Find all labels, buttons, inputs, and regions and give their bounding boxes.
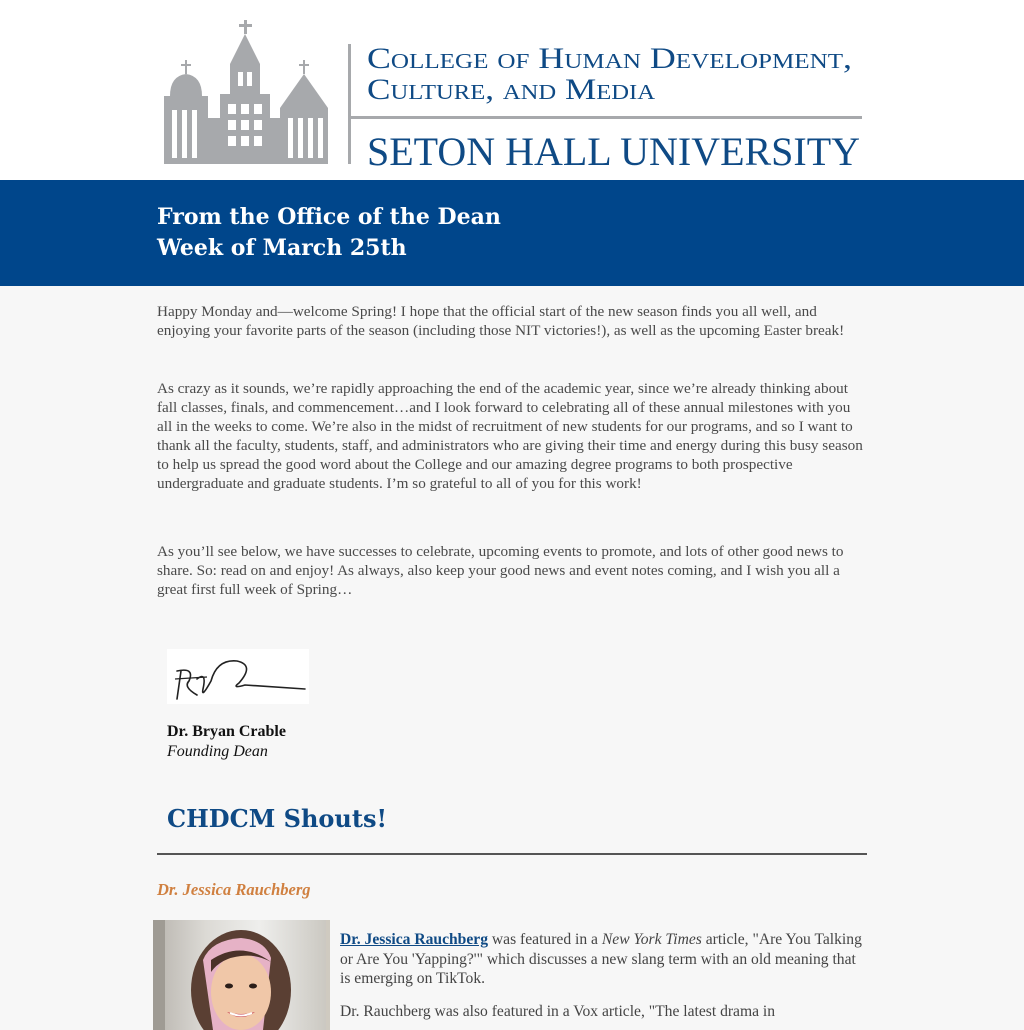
dean-name: Dr. Bryan Crable bbox=[167, 723, 286, 740]
portrait-icon bbox=[153, 920, 330, 1030]
publication-name: New York Times bbox=[601, 931, 702, 948]
university-logo bbox=[160, 18, 865, 168]
dean-banner bbox=[0, 180, 1024, 286]
banner-title: From the Office of the Dean bbox=[157, 204, 501, 230]
feature-person-name: Dr. Jessica Rauchberg bbox=[157, 880, 311, 899]
person-link[interactable]: Dr. Jessica Rauchberg bbox=[340, 931, 488, 948]
photo-border bbox=[326, 920, 330, 1030]
feature-photo bbox=[153, 920, 330, 1030]
signature-image bbox=[167, 649, 309, 704]
signature-icon bbox=[167, 649, 309, 704]
logo-divider-horizontal bbox=[351, 116, 862, 119]
university-name: SETON HALL UNIVERSITY bbox=[367, 129, 860, 168]
chapel-icon bbox=[164, 20, 328, 164]
feature-paragraph-2: Dr. Rauchberg was also featured in a Vox article, "The latest drama in bbox=[340, 1003, 776, 1020]
closing-paragraph: As you’ll see below, we have successes to celebrate, upcoming events to promote, and lots of other good news to share. So: read on and enjoy! As always, also keep your good news and event notes coming, and I wish you all a great first full week of Spring… bbox=[157, 543, 844, 598]
college-name-line1: College of Human Development, bbox=[367, 42, 852, 75]
section-heading: CHDCM Shouts! bbox=[167, 804, 387, 833]
section-divider bbox=[157, 853, 867, 855]
feature-paragraph: Dr. Jessica Rauchberg was featured in a New York Times article, "Are You Talking or Are You 'Yapping?'" which discusses a new slang term with an old meaning that is emerging on TikTok. bbox=[340, 931, 862, 987]
dean-title: Founding Dean bbox=[167, 743, 268, 760]
intro-paragraph: Happy Monday and—welcome Spring! I hope that the official start of the new season finds you all well, and enjoying your favorite parts of the season (including those NIT victories!), as well as the upcoming Easter break! bbox=[157, 303, 845, 339]
email-header bbox=[0, 0, 1024, 180]
logo-divider-vertical bbox=[348, 44, 351, 164]
academic-year-paragraph: As crazy as it sounds, we’re rapidly approaching the end of the academic year, since we’re already thinking about fall classes, finals, and commencement…and I look forward to celebrating all of these annual milestones with you all in the weeks to come. We’re also in the midst of recruitment of new students for our programs, and so I want to thank all the faculty, students, staff, and administrators who are giving their time and energy during this busy season to help us spread the good word about the College and our amazing degree programs to both prospective undergraduate and graduate students. I’m so grateful to all of you for this work! bbox=[157, 380, 863, 492]
banner-date: Week of March 25th bbox=[157, 235, 407, 261]
college-name-line2: Culture, and Media bbox=[367, 73, 656, 106]
